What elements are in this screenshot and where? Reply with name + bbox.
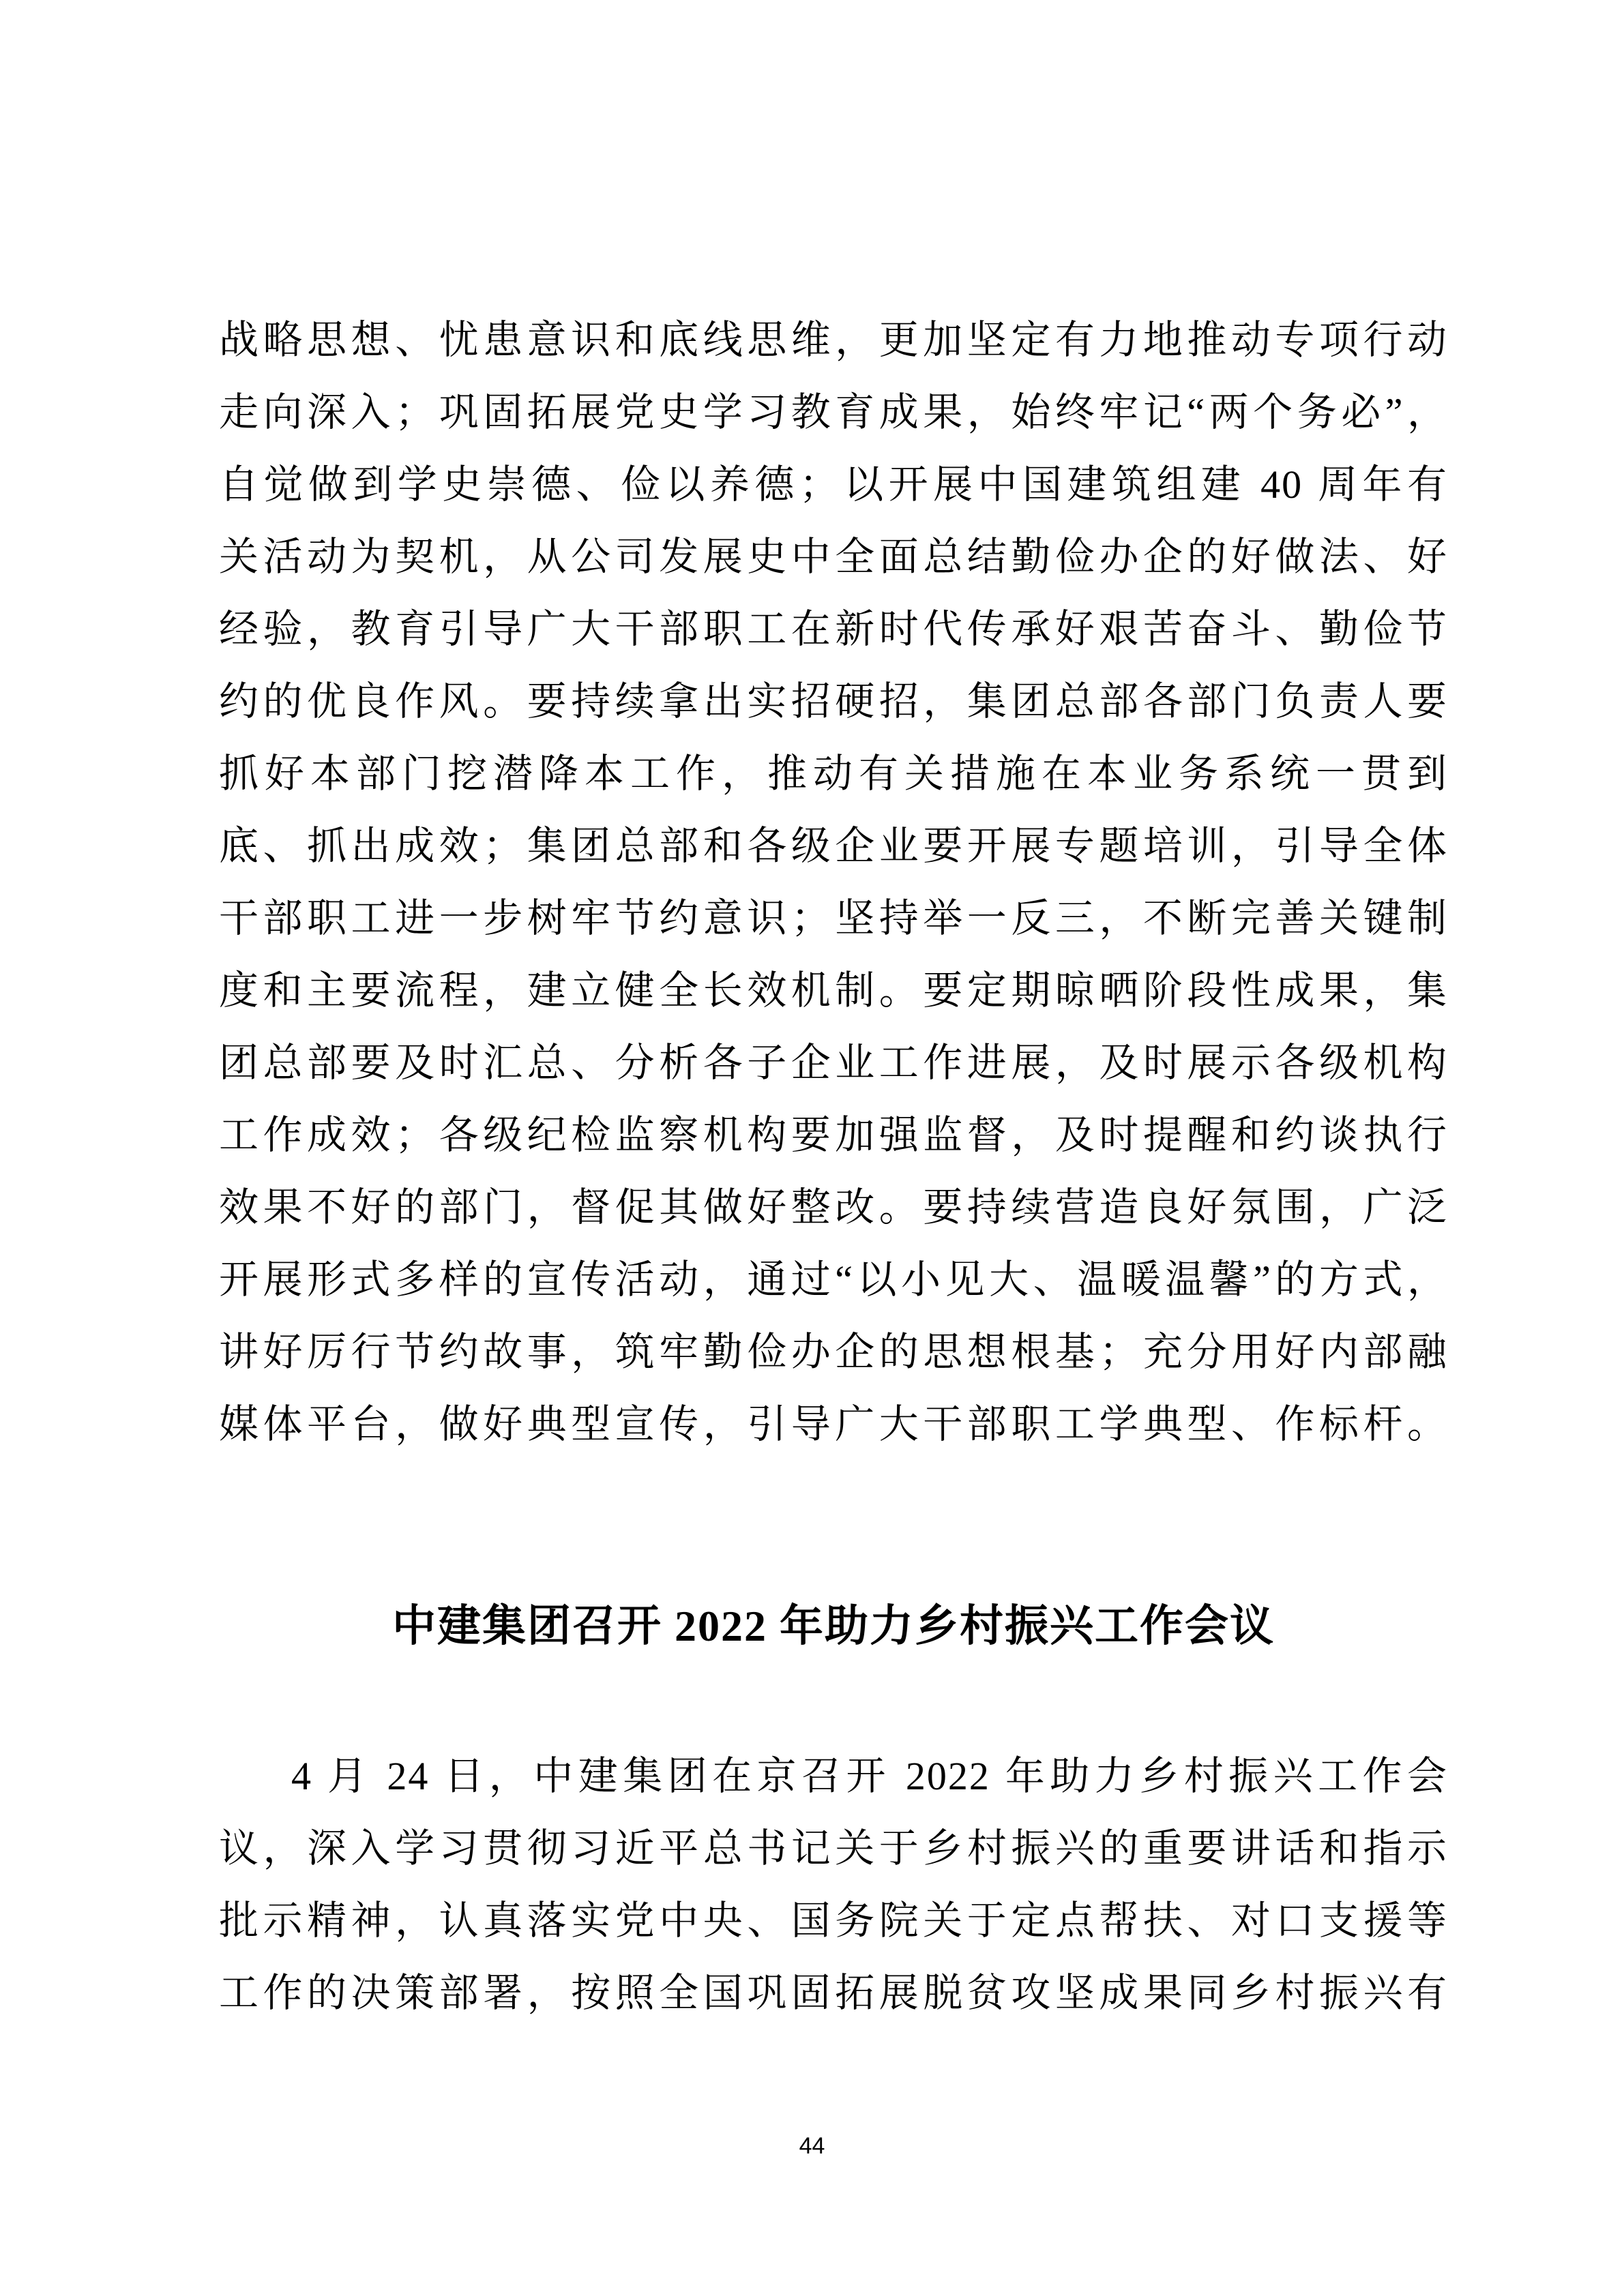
paragraph-continuation: [219, 304, 1448, 1461]
paragraph-line: 干部职工进一步树牢节约意识；坚持举一反三，不断完善关键制: [219, 896, 1448, 940]
paragraph-line: 工作成效；各级纪检监察机构要加强监督，及时提醒和约谈执行: [219, 1113, 1448, 1157]
section-heading: 中建集团召开 2022 年助力乡村振兴工作会议: [392, 1602, 1275, 1650]
paragraph-line: 经验，教育引导广大干部职工在新时代传承好艰苦奋斗、勤俭节: [219, 607, 1448, 651]
paragraph-line: 效果不好的部门，督促其做好整改。要持续营造良好氛围，广泛: [219, 1185, 1448, 1229]
paragraph-line: 团总部要及时汇总、分析各子企业工作进展，及时展示各级机构: [219, 1041, 1448, 1085]
paragraph-line: 约的优良作风。要持续拿出实招硬招，集团总部各部门负责人要: [219, 679, 1448, 724]
paragraph-line: 4 月 24 日，中建集团在京召开 2022 年助力乡村振兴工作会: [291, 1754, 1448, 1798]
body-text: [219, 304, 1448, 2029]
paragraph-line: 底、抓出成效；集团总部和各级企业要开展专题培训，引导全体: [219, 824, 1448, 868]
paragraph-line: 开展形式多样的宣传活动，通过“以小见大、温暖温馨”的方式，: [219, 1257, 1448, 1302]
paragraph-line: 走向深入；巩固拓展党史学习教育成果，始终牢记“两个务必”，: [219, 390, 1448, 434]
paragraph-meeting: [219, 1740, 1448, 2029]
paragraph-line: 抓好本部门挖潜降本工作，推动有关措施在本业务系统一贯到: [219, 751, 1448, 796]
paragraph-line: 讲好厉行节约故事，筑牢勤俭办企的思想根基；充分用好内部融: [219, 1330, 1448, 1374]
page-number: 44: [799, 2133, 825, 2159]
paragraph-line: 关活动为契机，从公司发展史中全面总结勤俭办企的好做法、好: [219, 535, 1448, 579]
paragraph-line: 批示精神，认真落实党中央、国务院关于定点帮扶、对口支援等: [219, 1898, 1448, 1943]
paragraph-line: 工作的决策部署，按照全国巩固拓展脱贫攻坚成果同乡村振兴有: [219, 1971, 1448, 2015]
paragraph-line: 媒体平台，做好典型宣传，引导广大干部职工学典型、作标杆。: [219, 1402, 1448, 1446]
paragraph-line: 自觉做到学史崇德、俭以养德；以开展中国建筑组建 40 周年有: [219, 462, 1448, 507]
paragraph-line: 度和主要流程，建立健全长效机制。要定期晾晒阶段性成果，集: [219, 968, 1448, 1013]
paragraph-line: 战略思想、忧患意识和底线思维，更加坚定有力地推动专项行动: [219, 318, 1448, 362]
paragraph-line: 议，深入学习贯彻习近平总书记关于乡村振兴的重要讲话和指示: [219, 1826, 1448, 1870]
